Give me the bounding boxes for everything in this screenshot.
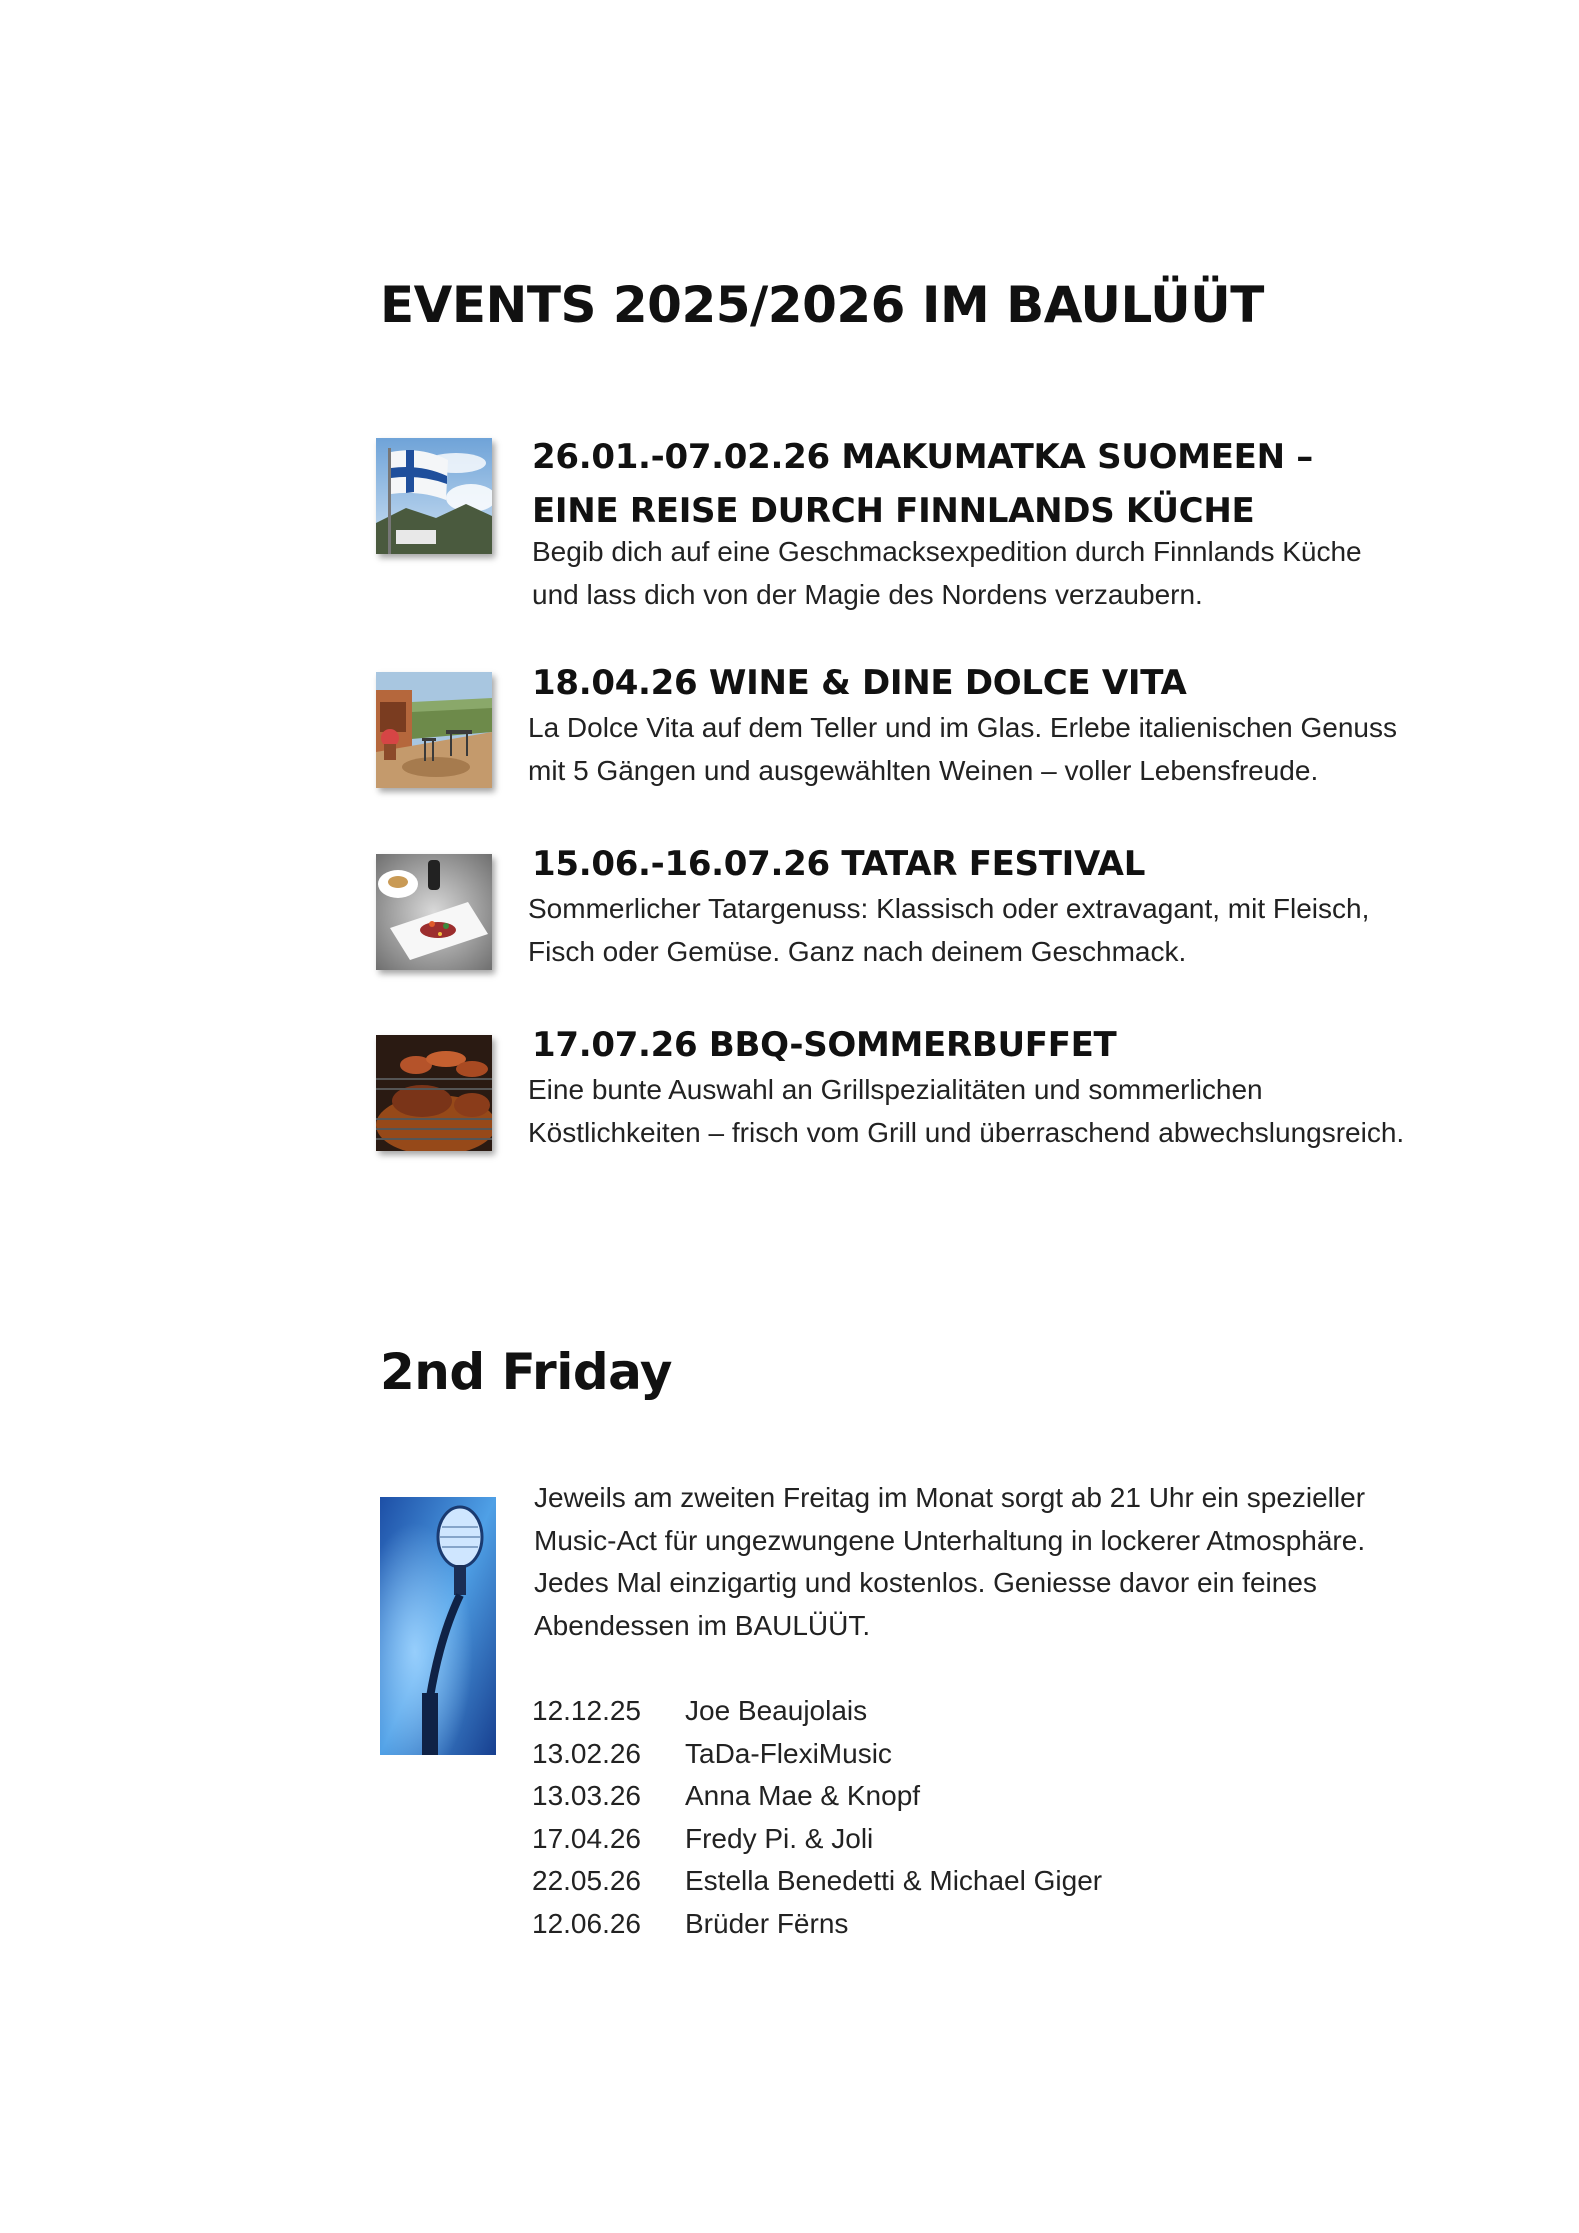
bbq-grill-photo [376, 1035, 492, 1151]
schedule-date: 13.03.26 [532, 1780, 641, 1811]
event-description: Köstlichkeiten – frisch vom Grill und überraschend abwechslungsreich. [528, 1117, 1405, 1148]
schedule-act: Joe Beaujolais [685, 1695, 868, 1726]
schedule-act: Fredy Pi. & Joli [685, 1822, 874, 1854]
schedule-act: Anna Mae & Knopf [685, 1780, 921, 1811]
event-title: 26.01.-07.02.26 MAKUMATKA SUOMEEN – [532, 437, 1313, 477]
schedule-act: Brüder Fërns [685, 1907, 849, 1939]
tartare-plate-photo [376, 854, 492, 970]
event-title: EINE REISE DURCH FINNLANDS KÜCHE [532, 491, 1255, 531]
italian-terrace-photo [376, 672, 492, 788]
intro-line: Music-Act für ungezwungene Unterhaltung in lockerer Atmosphäre. [534, 1524, 1366, 1556]
schedule-date: 12.06.26 [532, 1907, 641, 1939]
finnish-flag-photo [376, 438, 492, 554]
event-description: Fisch oder Gemüse. Ganz nach deinem Geschmack. [528, 936, 1187, 967]
intro-line: Jeweils am zweiten Freitag im Monat sorgt ab 21 Uhr ein spezieller [534, 1482, 1366, 1513]
schedule-row [532, 1903, 1102, 1946]
schedule-row [532, 1733, 1102, 1776]
2nd-friday-intro [534, 1477, 1365, 1647]
event-description: Sommerlicher Tatargenuss: Klassisch oder extravagant, mit Fleisch, [528, 893, 1370, 924]
event-title: 18.04.26 WINE & DINE DOLCE VITA [532, 663, 1187, 703]
schedule-date: 12.12.25 [532, 1695, 641, 1726]
event-description: La Dolce Vita auf dem Teller und im Glas. Erlebe italienischen Genuss [528, 712, 1397, 743]
schedule-act: TaDa-FlexiMusic [685, 1737, 892, 1769]
event-description: und lass dich von der Magie des Nordens verzaubern. [532, 579, 1203, 610]
schedule-date: 22.05.26 [532, 1865, 641, 1896]
intro-line: Jedes Mal einzigartig und kostenlos. Geniesse davor ein feines [534, 1567, 1317, 1598]
event-title: 15.06.-16.07.26 TATAR FESTIVAL [532, 844, 1146, 884]
music-schedule [532, 1690, 1102, 1945]
microphone-photo [380, 1497, 496, 1755]
schedule-date: 17.04.26 [532, 1822, 641, 1854]
schedule-row [532, 1775, 1102, 1818]
event-description: mit 5 Gängen und ausgewählten Weinen – voller Lebensfreude. [528, 755, 1319, 786]
schedule-date: 13.02.26 [532, 1737, 641, 1769]
section-title-2nd-friday: 2nd Friday [380, 1343, 672, 1401]
event-title: 17.07.26 BBQ-SOMMERBUFFET [532, 1025, 1117, 1065]
schedule-row [532, 1860, 1102, 1903]
event-description: Eine bunte Auswahl an Grillspezialitäten und sommerlichen [528, 1074, 1263, 1105]
schedule-row [532, 1818, 1102, 1861]
event-description: Begib dich auf eine Geschmacksexpedition durch Finnlands Küche [532, 536, 1362, 567]
schedule-row [532, 1690, 1102, 1733]
page-title: EVENTS 2025/2026 IM BAULÜÜT [380, 276, 1264, 334]
schedule-act: Estella Benedetti & Michael Giger [685, 1865, 1103, 1896]
intro-line: Abendessen im BAULÜÜT. [534, 1609, 871, 1641]
